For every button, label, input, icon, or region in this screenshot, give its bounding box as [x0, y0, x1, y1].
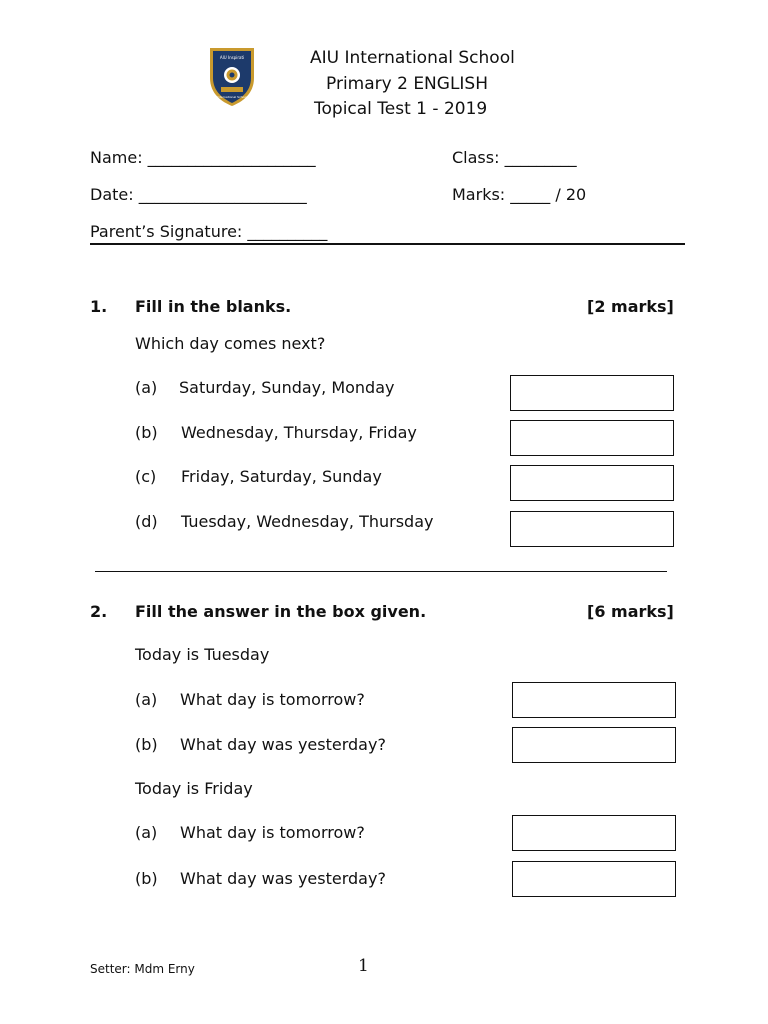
crest-text-bottom: International School	[216, 95, 248, 99]
q2-instruction: Fill the answer in the box given.	[135, 602, 427, 621]
answer-box[interactable]	[512, 815, 676, 851]
date-field: Date: _____________________	[90, 185, 307, 204]
class-field: Class: _________	[452, 148, 577, 167]
q2-item-letter: (a)	[135, 823, 158, 842]
q1-item-letter: (c)	[135, 467, 157, 486]
school-crest-logo	[208, 46, 256, 108]
subject-title: Primary 2 ENGLISH	[326, 74, 489, 94]
q1-item-text: Wednesday, Thursday, Friday	[181, 423, 417, 442]
answer-box[interactable]	[510, 465, 674, 501]
q1-item-text: Friday, Saturday, Sunday	[181, 467, 382, 486]
setter-credit: Setter: Mdm Erny	[90, 962, 195, 976]
header-divider	[90, 243, 685, 245]
q1-number: 1.	[90, 297, 108, 316]
q2-item-text: What day is tomorrow?	[180, 823, 365, 842]
q2-item-letter: (a)	[135, 690, 158, 709]
q2-item-letter: (b)	[135, 869, 158, 888]
answer-box[interactable]	[510, 420, 674, 456]
q2-prompt: Today is Tuesday	[135, 645, 270, 664]
q2-item-letter: (b)	[135, 735, 158, 754]
q2-marks: [6 marks]	[587, 602, 674, 621]
name-field: Name: _____________________	[90, 148, 316, 167]
q2-number: 2.	[90, 602, 108, 621]
q1-item-letter: (a)	[135, 378, 158, 397]
answer-box[interactable]	[512, 727, 676, 763]
q2-item-text: What day was yesterday?	[180, 735, 386, 754]
signature-field: Parent’s Signature: __________	[90, 222, 328, 241]
school-name: AIU International School	[310, 48, 515, 68]
page-number: 1	[358, 956, 369, 976]
crest-text-top: AIU Inspirati	[219, 55, 245, 60]
q1-item-text: Saturday, Sunday, Monday	[179, 378, 395, 397]
test-title: Topical Test 1 - 2019	[314, 99, 488, 119]
q2-item-text: What day was yesterday?	[180, 869, 386, 888]
answer-box[interactable]	[510, 375, 674, 411]
q1-prompt: Which day comes next?	[135, 334, 326, 353]
q2-item-text: What day is tomorrow?	[180, 690, 365, 709]
q1-item-letter: (d)	[135, 512, 158, 531]
answer-box[interactable]	[512, 682, 676, 718]
answer-box[interactable]	[512, 861, 676, 897]
q2-prompt: Today is Friday	[135, 779, 253, 798]
answer-box[interactable]	[510, 511, 674, 547]
q1-instruction: Fill in the blanks.	[135, 297, 292, 316]
q1-item-letter: (b)	[135, 423, 158, 442]
section-divider	[95, 571, 667, 572]
q1-marks: [2 marks]	[587, 297, 674, 316]
q1-item-text: Tuesday, Wednesday, Thursday	[181, 512, 434, 531]
marks-field: Marks: _____ / 20	[452, 185, 587, 204]
